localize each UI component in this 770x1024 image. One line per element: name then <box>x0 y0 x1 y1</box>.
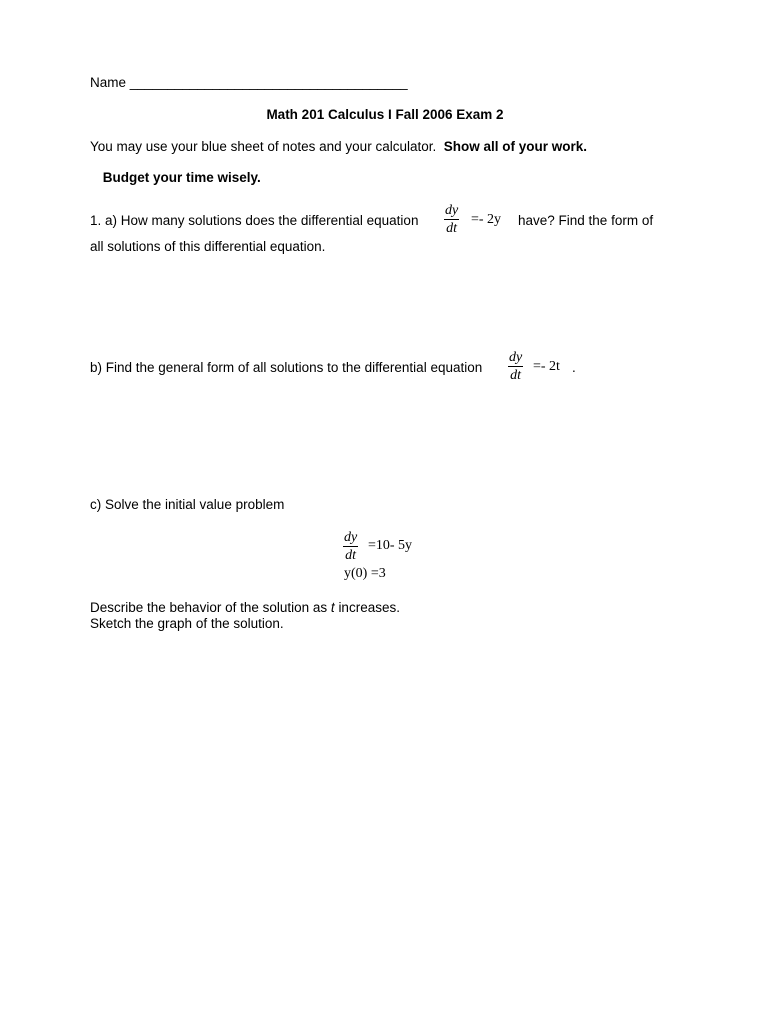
fraction-bar <box>343 546 358 547</box>
q1c-sketch: Sketch the graph of the solution. <box>90 616 284 631</box>
q1b-prefix: b) Find the general form of all solutions to the differential equation <box>90 360 483 375</box>
name-label: Name <box>90 75 127 90</box>
budget-text: Budget your time wisely. <box>102 170 261 185</box>
q1a-prefix: 1. a) How many solutions does the differential equation <box>90 213 419 228</box>
q1b-frac-den: dt <box>510 368 522 383</box>
budget-line <box>90 170 261 185</box>
q1b-suffix: . <box>572 360 576 375</box>
q1c-rhs: =10- 5y <box>368 538 413 553</box>
q1a-frac-num: dy <box>445 203 459 218</box>
instructions-text: You may use your blue sheet of notes and your calculator. <box>90 139 437 154</box>
q1b-fraction <box>508 350 523 383</box>
instructions-bold: Show all of your work. <box>443 139 588 154</box>
q1a-line2: all solutions of this differential equation. <box>90 239 326 254</box>
name-line <box>90 75 408 90</box>
q1a-suffix: have? Find the form of <box>518 213 654 228</box>
q1b-frac-num: dy <box>509 350 523 365</box>
fraction-bar <box>508 366 523 367</box>
q1a-fraction <box>444 203 459 236</box>
q1a-rhs: =- 2y <box>471 212 502 227</box>
q1c-describe <box>90 600 400 615</box>
q1c-initial-condition: y(0) =3 <box>344 566 386 581</box>
describe-tail: increases. <box>338 600 400 615</box>
q1c-frac-den: dt <box>345 548 357 563</box>
q1c-frac-num: dy <box>344 530 358 545</box>
describe-text: Describe the behavior of the solution as <box>90 600 328 615</box>
fraction-bar <box>444 219 459 220</box>
q1c-fraction <box>343 530 358 563</box>
describe-variable: t <box>330 600 335 615</box>
exam-title: Math 201 Calculus I Fall 2006 Exam 2 <box>266 107 504 122</box>
q1c-prefix: c) Solve the initial value problem <box>90 497 285 512</box>
instructions-line <box>90 139 587 154</box>
name-blank: _____________________________________ <box>129 75 408 90</box>
q1a-frac-den: dt <box>446 221 458 236</box>
q1b-rhs: =- 2t <box>533 359 560 374</box>
